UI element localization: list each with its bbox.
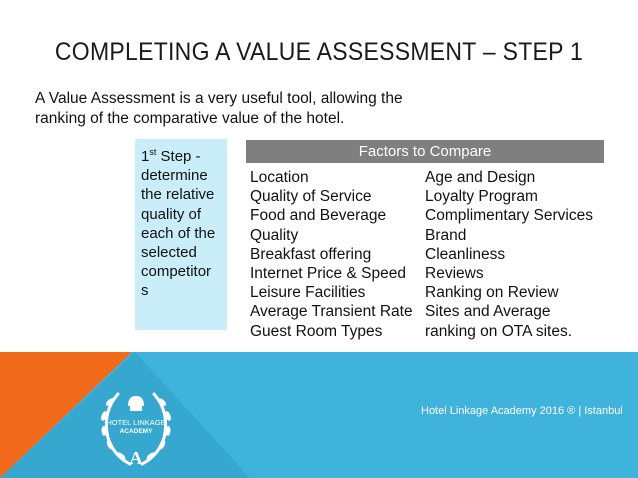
footer-credit: Hotel Linkage Academy 2016 ® | Istanbul: [421, 405, 623, 417]
intro-line: A Value Assessment is a very useful tool, allowing the: [35, 90, 403, 107]
step-line: determine: [141, 167, 208, 185]
factors-right-column: [425, 168, 593, 341]
factor-item: Quality: [250, 226, 299, 244]
factor-item: Location: [250, 169, 309, 186]
intro-line: ranking of the comparative value of the hotel.: [35, 110, 345, 127]
factor-item: Quality of Service: [250, 188, 372, 206]
factors-left-column: [250, 168, 413, 341]
step-line: each of the: [141, 224, 216, 242]
badge-line1: HOTEL LINKAGE: [106, 418, 166, 427]
factor-item: Brand: [425, 226, 467, 244]
step-line: s: [141, 282, 149, 300]
factor-item: ranking on OTA sites.: [425, 322, 573, 340]
step-box: [135, 139, 227, 330]
factor-item: Leisure Facilities: [250, 284, 366, 302]
badge-letter: A: [129, 448, 143, 468]
factor-item: Internet Price & Speed: [250, 264, 406, 282]
factor-item: Average Transient Rate: [250, 303, 413, 321]
slide-title: COMPLETING A VALUE ASSESSMENT – STEP 1: [54, 38, 584, 66]
badge-line2: ACADEMY: [119, 428, 153, 435]
factor-item: Guest Room Types: [250, 322, 383, 340]
step-ordinal: 1: [141, 148, 150, 165]
factor-item: Loyalty Program: [425, 188, 538, 206]
factors-header: Factors to Compare: [246, 140, 604, 163]
intro-paragraph: [35, 89, 435, 129]
factor-item: Breakfast offering: [250, 245, 372, 263]
step-heading: [141, 143, 227, 166]
step-ordinal-suffix: st: [149, 147, 157, 157]
factor-item: Complimentary Services: [425, 207, 593, 225]
step-line: selected: [141, 244, 197, 262]
factor-item: Reviews: [425, 264, 484, 282]
factor-item: Sites and Average: [425, 303, 551, 321]
step-line: quality of: [141, 205, 202, 223]
factor-item: Food and Beverage: [250, 207, 387, 225]
factor-item: Age and Design: [425, 169, 536, 186]
factor-item: Ranking on Review: [425, 284, 559, 302]
step-line: the relative: [141, 186, 215, 204]
step-head: Step -: [156, 148, 201, 165]
factor-item: Cleanliness: [425, 245, 506, 263]
step-line: competitor: [141, 263, 212, 281]
